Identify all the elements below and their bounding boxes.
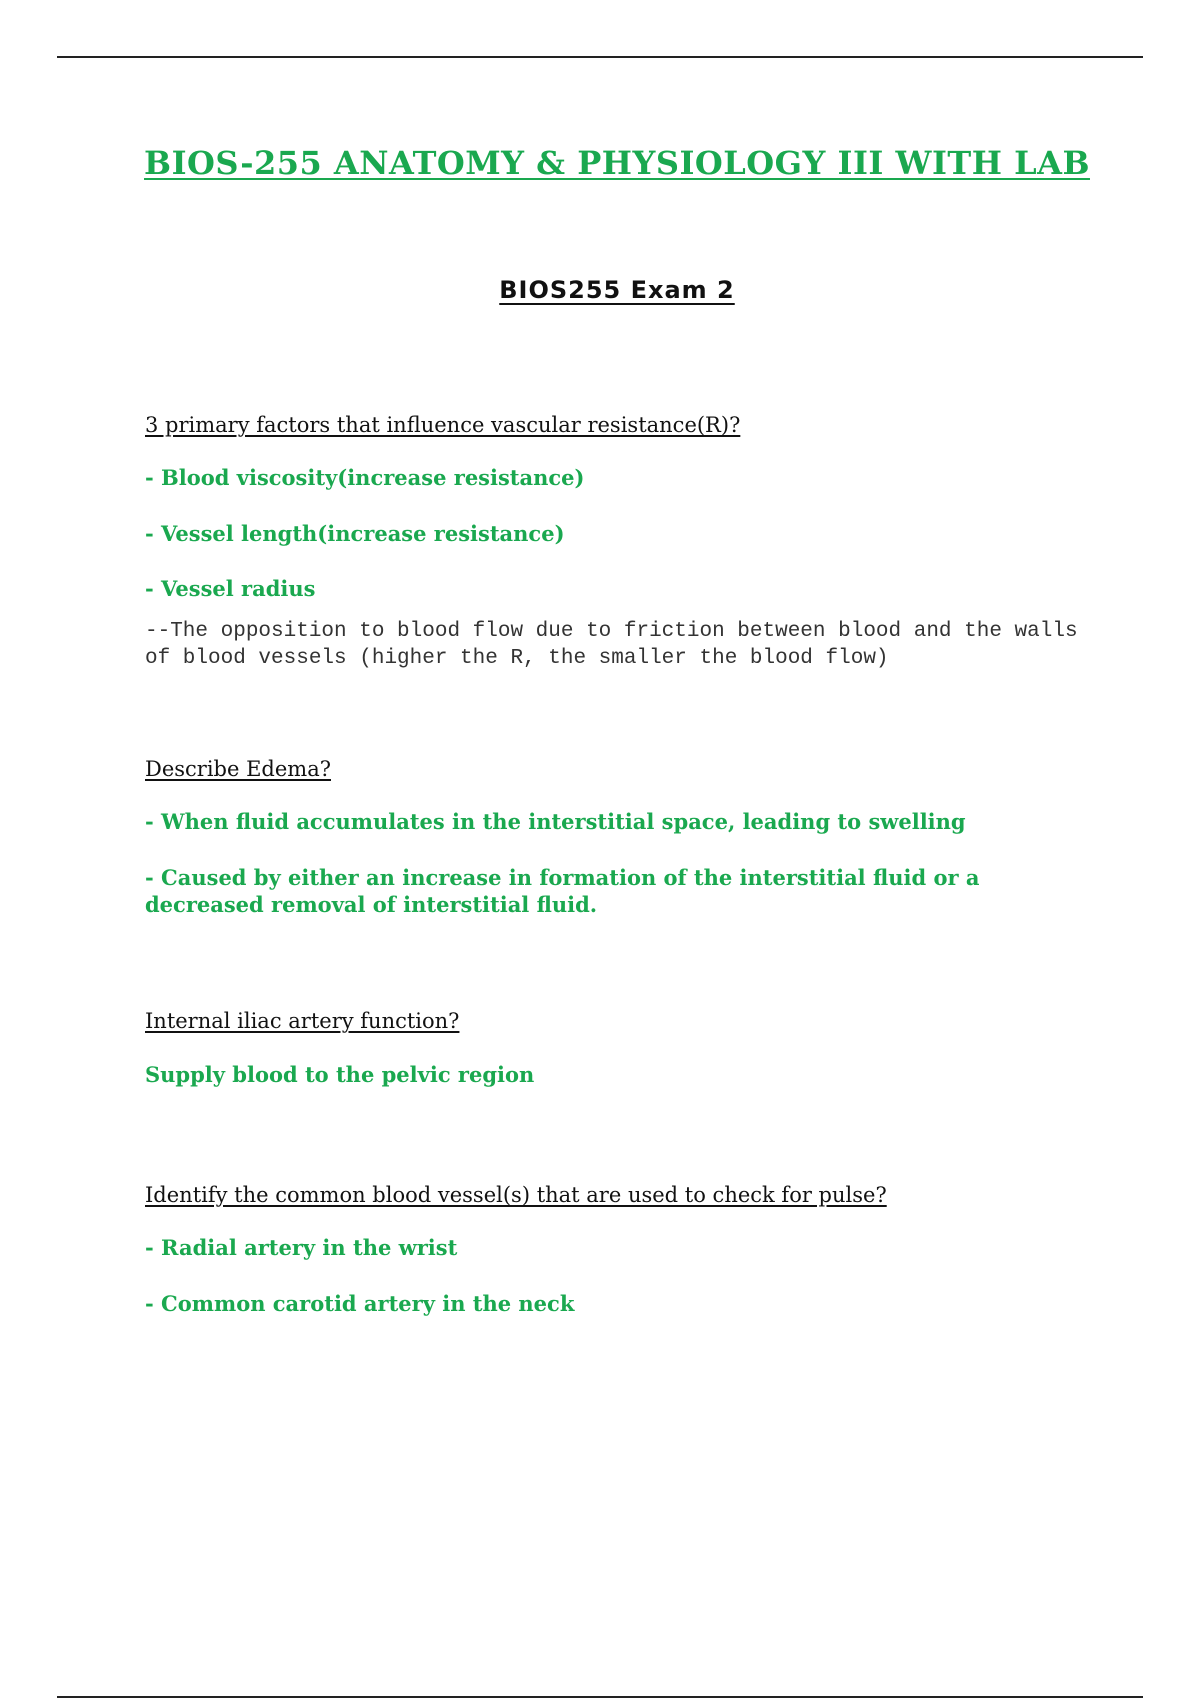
answer: - Vessel radius — [145, 575, 316, 601]
answer: - Common carotid artery in the neck — [145, 1290, 575, 1316]
answer: - Blood viscosity(increase resistance) — [145, 465, 585, 491]
answer: - Radial artery in the wrist — [145, 1235, 458, 1261]
answer: - Caused by either an increase in formation of the interstitial fluid or a decreased removal of interstitial fluid. — [145, 864, 980, 918]
course-title: BIOS-255 ANATOMY & PHYSIOLOGY III WITH LAB — [144, 144, 1090, 182]
explanation-note: --The opposition to blood flow due to friction between blood and the walls of blood vessels (higher the R, the smaller the blood flow) — [145, 620, 1078, 671]
qa-block-pulse — [145, 1182, 1080, 1317]
question: Describe Edema? — [145, 757, 331, 782]
question: Internal iliac artery function? — [145, 1009, 460, 1034]
qa-block-edema — [145, 756, 1080, 918]
qa-block-vascular-resistance — [145, 412, 1080, 672]
answer: - Vessel length(increase resistance) — [145, 520, 565, 546]
top-rule — [57, 56, 1143, 58]
question: Identify the common blood vessel(s) that are used to check for pulse? — [145, 1182, 887, 1207]
question: 3 primary factors that influence vascular resistance(R)? — [145, 413, 741, 437]
bottom-rule — [57, 1696, 1143, 1698]
qa-content — [145, 412, 1080, 1345]
qa-block-internal-iliac — [145, 1008, 1080, 1088]
exam-title: BIOS255 Exam 2 — [499, 276, 735, 304]
answer: Supply blood to the pelvic region — [145, 1061, 535, 1087]
answer: - When fluid accumulates in the interstitial space, leading to swelling — [145, 809, 966, 835]
